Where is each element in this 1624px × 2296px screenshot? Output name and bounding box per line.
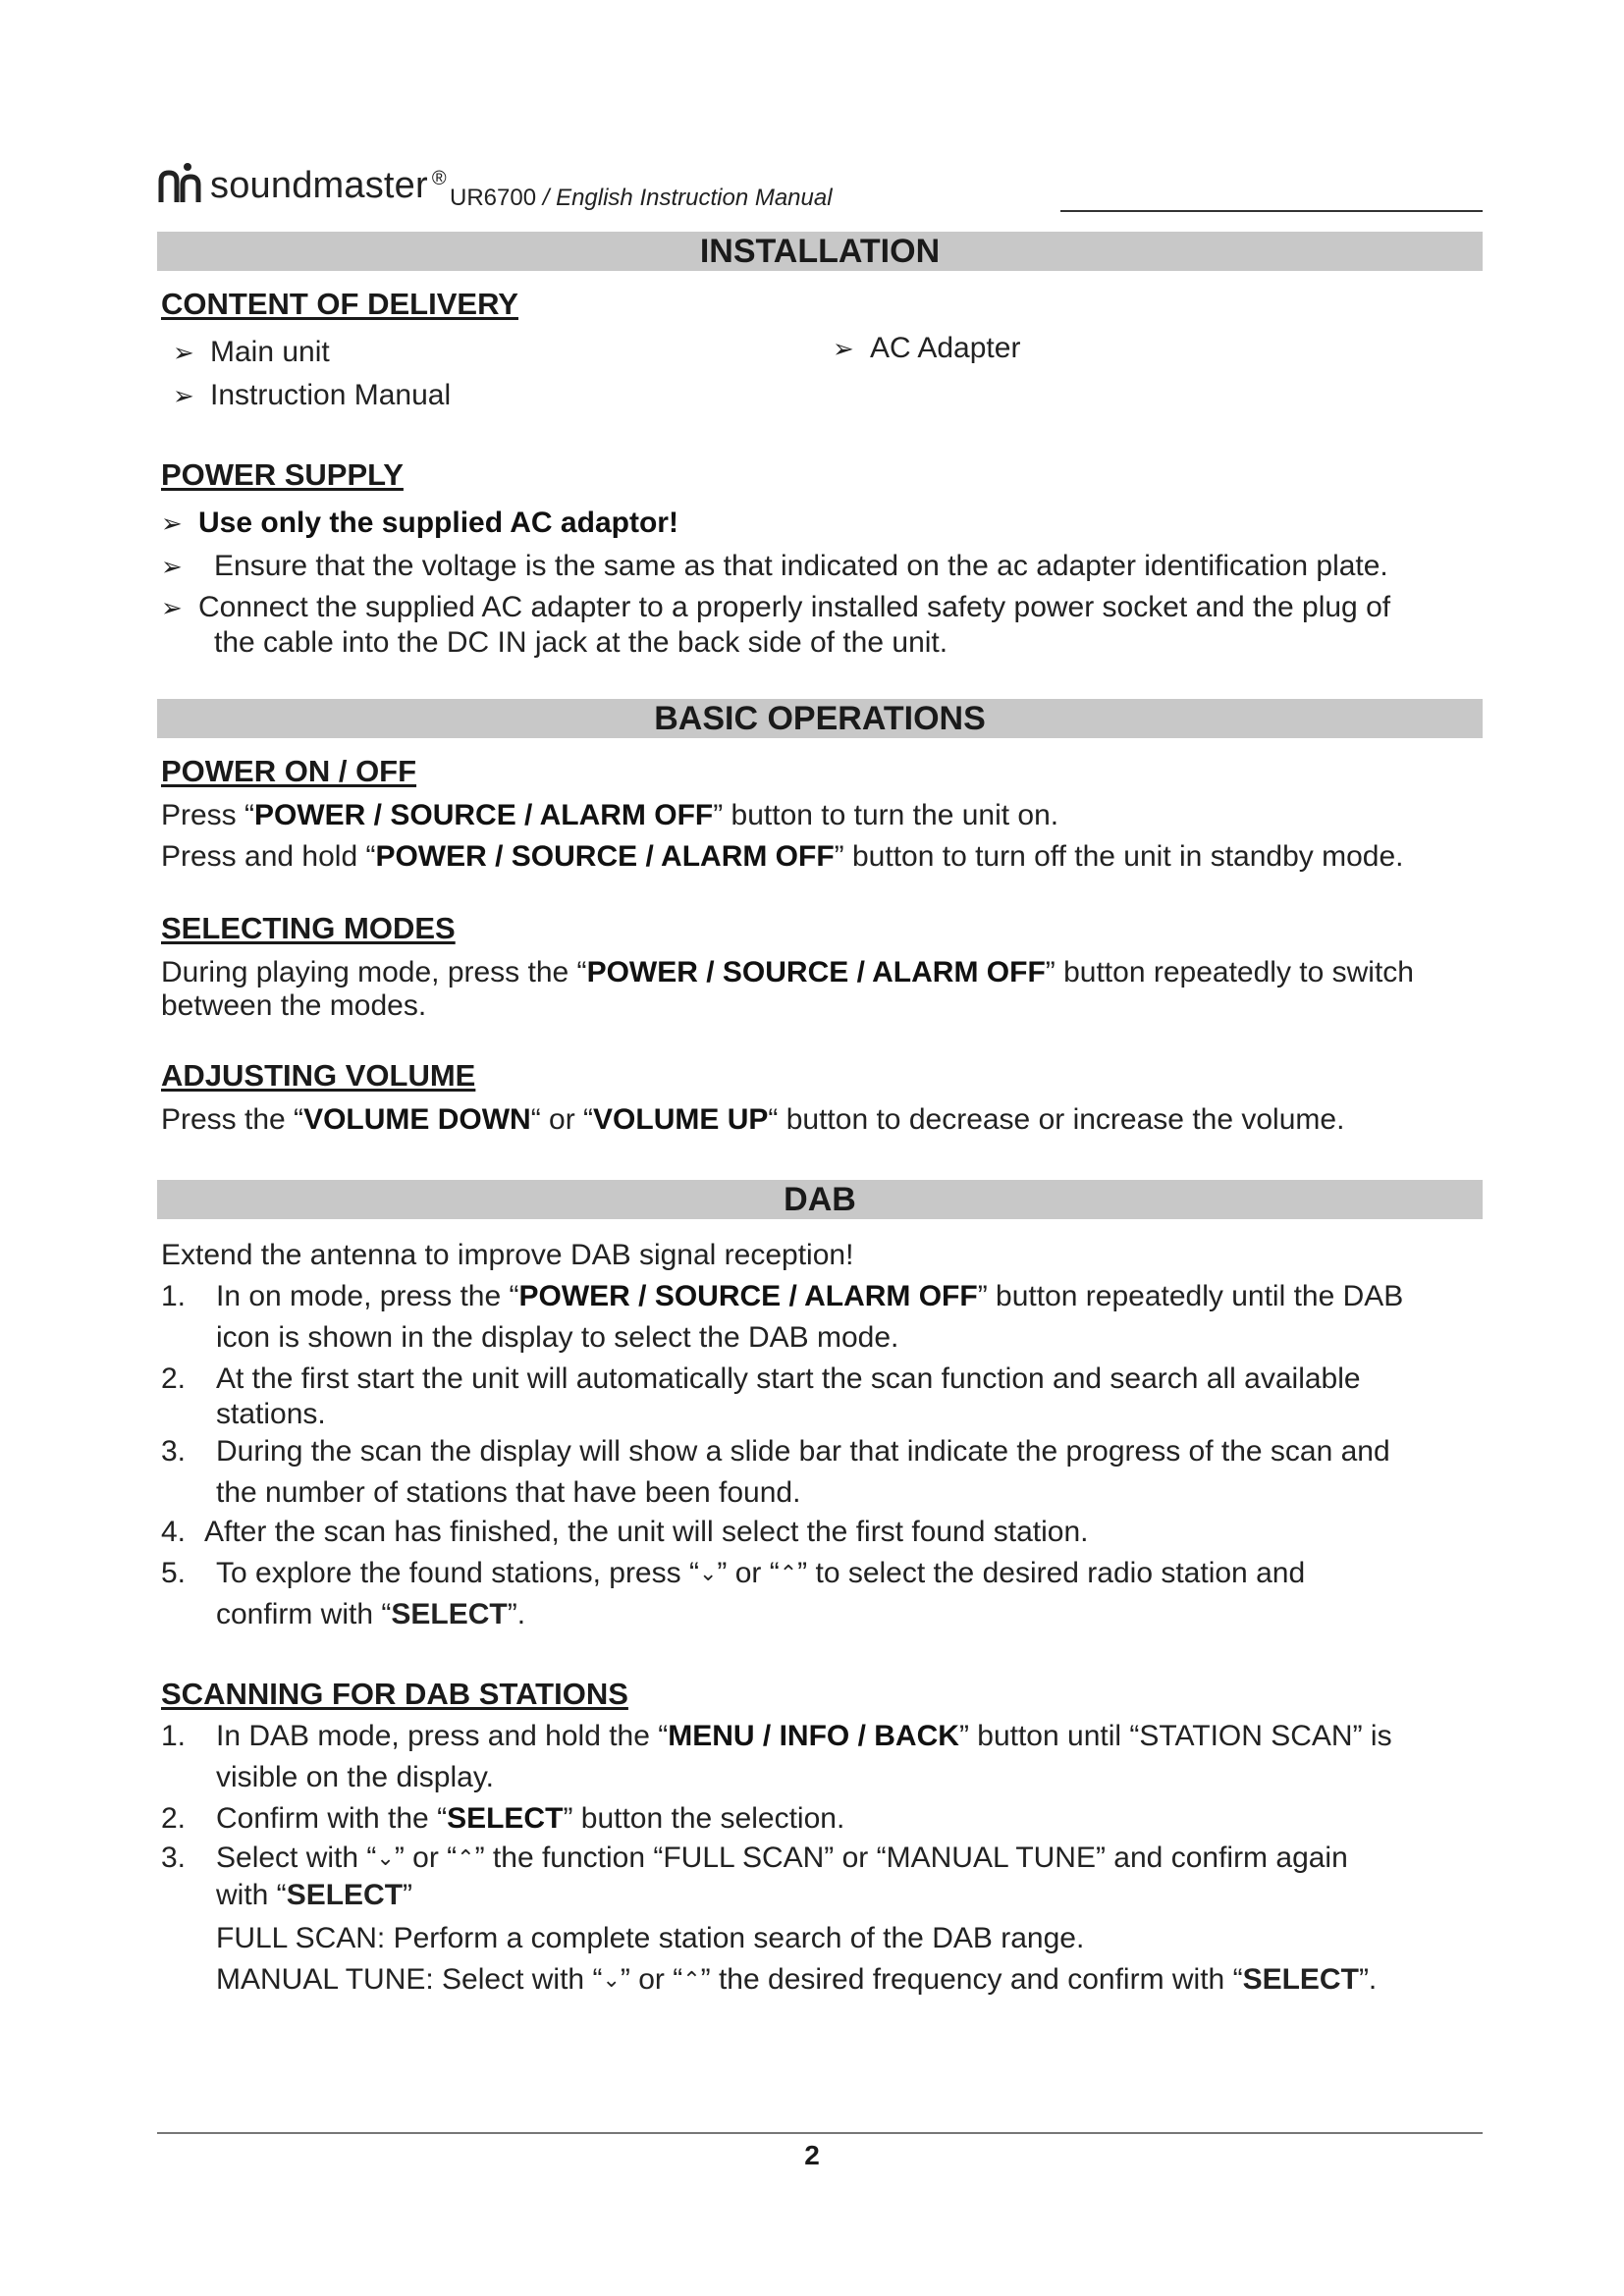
- heading-selecting-modes: SELECTING MODES: [161, 911, 456, 945]
- arrow-bullet-icon: ➢: [161, 552, 183, 581]
- selecting-modes-text: During playing mode, press the “POWER / SOURCE / ALARM OFF” button repeatedly to switch: [161, 956, 1414, 988]
- heading-content-of-delivery: CONTENT OF DELIVERY: [161, 287, 518, 321]
- chevron-down-icon: ⌄: [602, 1967, 621, 1992]
- chevron-up-icon: ⌃: [682, 1967, 701, 1992]
- dab-step-2: 2. At the first start the unit will automatically start the scan function and search all available: [161, 1362, 1361, 1395]
- model-number: UR6700: [450, 185, 537, 211]
- scan-step-1: 1. In DAB mode, press and hold the “MENU / INFO / BACK” button until “STATION SCAN” is: [161, 1720, 1392, 1752]
- footer-rule: [157, 2132, 1483, 2134]
- arrow-bullet-icon: ➢: [173, 381, 194, 410]
- dab-intro: Extend the antenna to improve DAB signal reception!: [161, 1239, 854, 1271]
- power-item: ➢ Ensure that the voltage is the same as that indicated on the ac adapter identification plate.: [161, 550, 1388, 582]
- header-rule: [1060, 210, 1483, 212]
- dab-step-4: 4. After the scan has finished, the unit will select the first found station.: [161, 1516, 1089, 1548]
- heading-scanning-dab: SCANNING FOR DAB STATIONS: [161, 1677, 628, 1711]
- arrow-bullet-icon: ➢: [161, 508, 183, 538]
- volume-text: Press the “VOLUME DOWN“ or “VOLUME UP“ button to decrease or increase the volume.: [161, 1103, 1345, 1136]
- scan-step-3: 3. Select with “⌄” or “⌃” the function “FULL SCAN” or “MANUAL TUNE” and confirm again: [161, 1842, 1348, 1874]
- selecting-modes-text-cont: between the modes.: [161, 989, 427, 1022]
- heading-adjusting-volume: ADJUSTING VOLUME: [161, 1058, 476, 1093]
- power-on-text: Press “POWER / SOURCE / ALARM OFF” button to turn the unit on.: [161, 799, 1059, 831]
- section-dab: DAB: [157, 1180, 1483, 1219]
- page-number: 2: [804, 2140, 820, 2170]
- document-title: [450, 185, 833, 212]
- delivery-item: ➢ Instruction Manual: [173, 379, 452, 411]
- delivery-item: ➢ AC Adapter: [833, 332, 1021, 364]
- dab-step-2-cont: stations.: [216, 1398, 326, 1430]
- heading-power-supply: POWER SUPPLY: [161, 457, 404, 492]
- dab-step-1-cont: icon is shown in the display to select the DAB mode.: [216, 1321, 899, 1354]
- brand-name: soundmaster: [210, 165, 428, 206]
- delivery-item: ➢ Main unit: [173, 336, 330, 368]
- arrow-bullet-icon: ➢: [833, 334, 854, 363]
- power-item: ➢ Connect the supplied AC adapter to a properly installed safety power socket and the plug of: [161, 591, 1391, 623]
- chevron-up-icon: ⌃: [457, 1845, 475, 1870]
- arrow-bullet-icon: ➢: [173, 338, 194, 367]
- brand-logo: [157, 161, 447, 204]
- power-off-text: Press and hold “POWER / SOURCE / ALARM OFF” button to turn off the unit in standby mode.: [161, 840, 1404, 873]
- soundmaster-logo-icon: [157, 161, 206, 204]
- arrow-bullet-icon: ➢: [161, 593, 183, 622]
- scan-step-3-cont: with “SELECT”: [216, 1879, 413, 1911]
- chevron-down-icon: ⌄: [698, 1561, 718, 1585]
- manual-tune-desc: MANUAL TUNE: Select with “⌄” or “⌃” the desired frequency and confirm with “SELECT”.: [216, 1963, 1378, 1996]
- chevron-down-icon: ⌄: [376, 1845, 395, 1870]
- dab-step-3-cont: the number of stations that have been found.: [216, 1476, 801, 1509]
- chevron-up-icon: ⌃: [779, 1561, 798, 1585]
- full-scan-desc: FULL SCAN: Perform a complete station search of the DAB range.: [216, 1922, 1085, 1954]
- page-header: [157, 155, 1483, 214]
- dab-step-5: 5. To explore the found stations, press “⌄” or “⌃” to select the desired radio station and: [161, 1557, 1306, 1589]
- power-warning: ➢ Use only the supplied AC adaptor!: [161, 507, 678, 539]
- dab-step-3: 3. During the scan the display will show a slide bar that indicate the progress of the scan and: [161, 1435, 1390, 1468]
- section-basic-operations: BASIC OPERATIONS: [157, 699, 1483, 738]
- dab-step-5-cont: confirm with “SELECT”.: [216, 1598, 526, 1630]
- power-item-cont: the cable into the DC IN jack at the back side of the unit.: [214, 626, 948, 659]
- manual-title: / English Instruction Manual: [536, 185, 833, 211]
- registered-mark: ®: [431, 168, 447, 189]
- heading-power-on-off: POWER ON / OFF: [161, 754, 417, 788]
- scan-step-1-cont: visible on the display.: [216, 1761, 494, 1793]
- dab-step-1: 1. In on mode, press the “POWER / SOURCE / ALARM OFF” button repeatedly until the DAB: [161, 1280, 1404, 1312]
- section-installation: INSTALLATION: [157, 232, 1483, 271]
- scan-step-2: 2. Confirm with the “SELECT” button the selection.: [161, 1802, 845, 1835]
